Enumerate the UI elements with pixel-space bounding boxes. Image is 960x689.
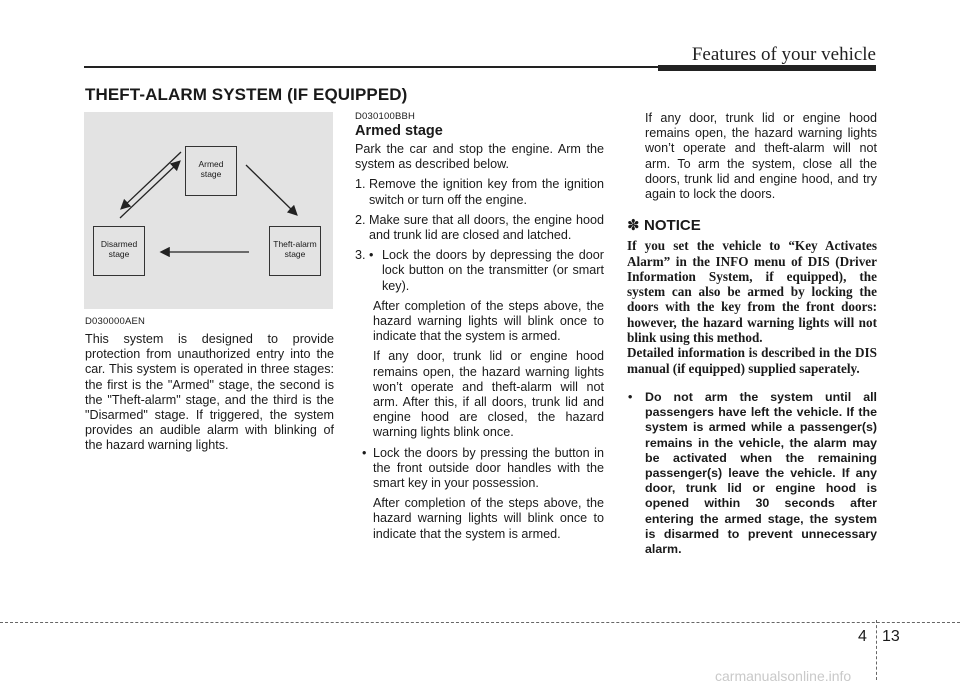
notice-paragraph-1: If you set the vehicle to “Key Activates Alarm” in the INFO menu of DIS (Driver Information System, if equipped), the system can also be armed by locking the doors with the key from the front doors: however, the hazard warning lights will not blink using this method. [627,238,877,345]
column-3 [627,111,877,562]
code-d030000aen: D030000AEN [85,316,146,327]
armed-intro: Park the car and stop the engine. Arm the system as described below. [355,142,604,172]
bullet-symbol: • [362,445,367,460]
intro-paragraph: This system is designed to provide protection from unauthorized entry into the car. This system is operated in three stages: the first is the "Armed" stage, the second is the "Theft-alarm" stage, and the third is the "Disarmed" stage. If triggered, the system provides an audible alarm with blinking of the hazard warning lights. [85,332,334,453]
step-1-number: 1. [355,177,366,192]
notice-title: NOTICE [644,217,701,235]
footer-dashed-rule [0,622,960,623]
step-3-number: 3. • [355,248,374,263]
header-title: Features of your vehicle [691,44,876,65]
step-3-result: After completion of the steps above, the hazard warning lights will blink once to indicate that the system is armed. [373,298,604,344]
notice-heading [627,216,877,235]
arrow-armed-to-disarmed [122,152,181,208]
smart-key-text: Lock the doors by pressing the button in the front outside door handles with the smart key in your possession. [373,445,604,491]
section-title: THEFT-ALARM SYSTEM (IF EQUIPPED) [85,85,408,104]
notice-star-icon: ✽ [627,217,640,235]
alarm-stage-diagram [84,112,333,309]
step-2-text: Make sure that all doors, the engine hood and trunk lid are closed and latched. [369,212,604,243]
armed-stage-heading: Armed stage [355,123,443,139]
step-3-open-note: If any door, trunk lid or engine hood remains open, the hazard warning lights won’t operate and theft-alarm will not arm. After this, if all doors, trunk lid and engine hood are closed, the hazard warning lights blink once. [373,349,604,440]
armed-stage-label-2: stage [200,169,222,179]
step-2-number: 2. [355,212,366,227]
disarmed-stage-label-1: Disarmed [100,239,138,249]
arrow-armed-to-theft [246,165,296,214]
notice-paragraph-2: Detailed information is described in the DIS manual (if equipped) supplied saperately. [627,345,877,376]
disarmed-stage-box [93,226,145,276]
step-2 [355,213,604,243]
warning-text: Do not arm the system until all passengers have left the vehicle. If the system is armed while a passenger(s) remains in the vehicle, the alarm may be activated when the remaining passenger(s) leave the vehicle. If any door, trunk lid or engine hood is opened within 30 seconds after entering the armed stage, the system is disarmed to prevent unnecessary alarm. [645,389,877,556]
step-1 [355,177,604,207]
diagram-arrows [84,112,333,309]
armed-stage-box [185,146,237,196]
chapter-number: 4 [858,628,867,645]
warning-bullet-symbol: • [628,389,633,404]
step-3 [355,248,604,294]
step-3-text: Lock the doors by depressing the door lock button on the transmitter (or smart key). [382,248,604,293]
column-2 [355,111,604,542]
continued-paragraph: If any door, trunk lid or engine hood remains open, the hazard warning lights won’t operate and theft-alarm will not arm. To arm the system, close all the doors, trunk lid and engine hood, and try again to lock the doors. [645,111,877,202]
step-1-text: Remove the ignition key from the ignition switch or turn off the engine. [369,177,604,207]
code-d030100bbh: D030100BBH [355,111,416,122]
watermark: carmanualsonline.info [715,668,852,684]
disarmed-stage-label-2: stage [108,249,130,259]
theft-stage-label-2: stage [284,249,306,259]
column-1 [85,316,334,454]
theft-stage-label-1: Theft-alarm [273,239,317,249]
smart-key-bullet [355,446,604,492]
footer-page-divider [876,620,877,680]
page-number: 13 [882,628,900,645]
arrow-disarmed-to-armed [120,162,179,218]
theft-alarm-stage-box [269,226,321,276]
smart-key-result: After completion of the steps above, the hazard warning lights will blink once to indicate that the system is armed. [373,496,604,541]
armed-stage-label-1: Armed [198,159,224,169]
warning-bullet [627,390,877,557]
